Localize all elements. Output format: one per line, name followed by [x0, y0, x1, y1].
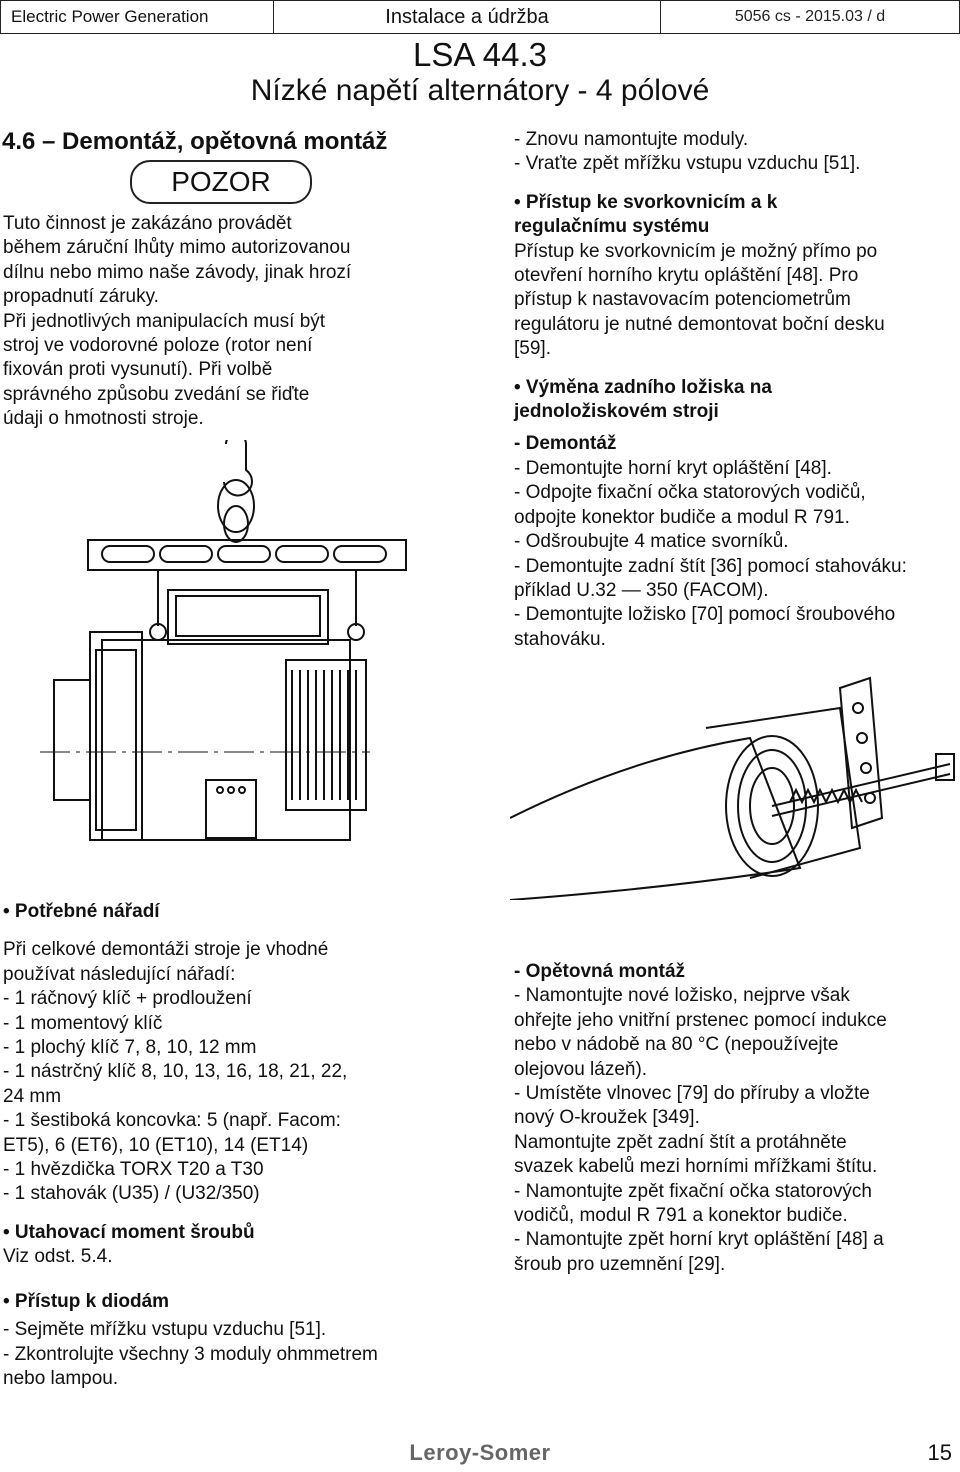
text-line: - Znovu namontujte moduly. [514, 129, 749, 150]
bearing-heading-line: jednoložiskovém stroji [514, 401, 719, 423]
document-title: LSA 44.3 [413, 36, 547, 73]
text-line: Namontujte zpět zadní štít a protáhněte [514, 1131, 847, 1153]
text-line: nebo lampou. [3, 1367, 119, 1389]
text-line: - Umístěte vlnovec [79] do příruby a vložte [514, 1083, 870, 1105]
text-line: - 1 šestiboká koncovka: 5 (např. Facom: [3, 1110, 341, 1132]
text-line: propadnutí záruky. [3, 286, 159, 308]
diodes-heading: • Přístup k diodám [3, 1290, 170, 1312]
text-line: svazek kabelů mezi horními mřížkami štítu. [514, 1156, 878, 1178]
warning-text [3, 212, 441, 432]
text-line: nový O-kroužek [349]. [514, 1107, 700, 1129]
text-line: Při jednotlivých manipulacích musí být [3, 310, 326, 332]
text-line: - Demontujte zadní štít [36] pomocí stahováku: [514, 555, 907, 577]
text-line: - Sejměte mřížku vstupu vzduchu [51]. [3, 1319, 327, 1341]
text-line: - Demontujte ložisko [70] pomocí šroubového [514, 604, 896, 626]
text-line: stahováku. [514, 628, 606, 650]
text-line: regulátoru je nutné demontovat boční desku [514, 313, 885, 335]
text-line: používat následující nářadí: [3, 963, 236, 985]
header-doc-ref: 5056 cs - 2015.03 / d [734, 8, 886, 25]
text-line: 24 mm [3, 1085, 62, 1107]
reassembly-heading: - Opětovná montáž [514, 961, 686, 982]
access-heading-line: • Přístup ke svorkovnicím a k [514, 191, 778, 213]
text-line: fixován proti vysunutí). Při volbě [3, 359, 273, 381]
torque-heading: • Utahovací moment šroubů [3, 1221, 255, 1243]
right-top-column [514, 128, 958, 652]
text-line: stroj ve vodorovné poloze (rotor není [3, 335, 313, 357]
access-heading-line: regulačnímu systému [514, 216, 710, 238]
text-line: ET5), 6 (ET6), 10 (ET10), 14 (ET14) [3, 1134, 309, 1156]
text-line: - 1 momentový klíč [3, 1012, 163, 1034]
text-line: - Odšroubujte 4 matice svorníků. [514, 531, 789, 553]
torque-text: Viz odst. 5.4. [3, 1246, 113, 1268]
text-line: - Zkontrolujte všechny 3 moduly ohmmetrem [3, 1343, 378, 1365]
header-brand: Electric Power Generation [1, 1, 274, 33]
text-line: Při celkové demontáži stroje je vhodné [3, 939, 329, 961]
text-line: - Odpojte fixační očka statorových vodičů, [514, 482, 866, 504]
header-section: Instalace a údržba [274, 1, 661, 33]
text-line: šroub pro uzemnění [29]. [514, 1253, 726, 1275]
text-line: příklad U.32 — 350 (FACOM). [514, 579, 769, 601]
text-line: - Namontujte zpět horní kryt opláštění [48] a [514, 1229, 884, 1251]
bearing-puller-illustration [510, 668, 958, 900]
page-header [0, 0, 960, 34]
alternator-lifting-illustration [40, 440, 460, 860]
text-line: otevření horního krytu opláštění [48]. Pro [514, 265, 859, 287]
text-line: - Demontujte horní kryt opláštění [48]. [514, 457, 832, 479]
tools-heading: • Potřebné nářadí [3, 901, 160, 922]
dismantle-heading: - Demontáž [514, 433, 617, 455]
text-line: - 1 stahovák (U35) / (U32/350) [3, 1183, 260, 1205]
text-line: ohřejte jeho vnitřní prstenec pomocí indukce [514, 1009, 887, 1031]
section-heading: 4.6 – Demontáž, opětovná montáž [2, 128, 388, 155]
left-bottom-column [3, 900, 441, 1391]
text-line: [59]. [514, 338, 551, 360]
text-line: - 1 nástrčný klíč 8, 10, 13, 16, 18, 21, 22, [3, 1061, 348, 1083]
text-line: - 1 hvězdička TORX T20 a T30 [3, 1159, 264, 1181]
text-line: odpojte konektor budiče a modul R 791. [514, 506, 850, 528]
text-line: Přístup ke svorkovnicím je možný přímo po [514, 240, 878, 262]
text-line: údaji o hmotnosti stroje. [3, 408, 204, 430]
text-line: přístup k nastavovacím potenciometrům [514, 289, 851, 311]
text-line: - Namontujte zpět fixační očka statorových [514, 1180, 872, 1202]
document-subtitle: Nízké napětí alternátory - 4 pólové [250, 74, 710, 107]
bearing-heading-line: • Výměna zadního ložiska na [514, 376, 772, 398]
brand-logo: Leroy-Somer [409, 1440, 551, 1465]
text-line: vodičů, modul R 791 a konektor budiče. [514, 1205, 848, 1227]
text-line: - Namontujte nové ložisko, nejprve však [514, 985, 850, 1007]
caution-label: POZOR [130, 160, 312, 204]
text-line: dílnu nebo mimo naše závody, jinak hrozí [3, 261, 352, 283]
text-line: správného způsobu zvedání se řiďte [3, 383, 310, 405]
text-line: - 1 ráčnový klíč + prodloužení [3, 988, 252, 1010]
right-bottom-column [514, 960, 956, 1277]
text-line: během záruční lhůty mimo autorizovanou [3, 237, 351, 259]
text-line: olejovou lázeň). [514, 1058, 648, 1080]
text-line: nebo v nádobě na 80 °C (nepoužívejte [514, 1034, 839, 1056]
page-number: 15 [927, 1440, 952, 1465]
text-line: - 1 plochý klíč 7, 8, 10, 12 mm [3, 1037, 257, 1059]
text-line: - Vraťte zpět mřížku vstupu vzduchu [51]. [514, 153, 861, 175]
text-line: Tuto činnost je zakázáno provádět [3, 213, 292, 234]
